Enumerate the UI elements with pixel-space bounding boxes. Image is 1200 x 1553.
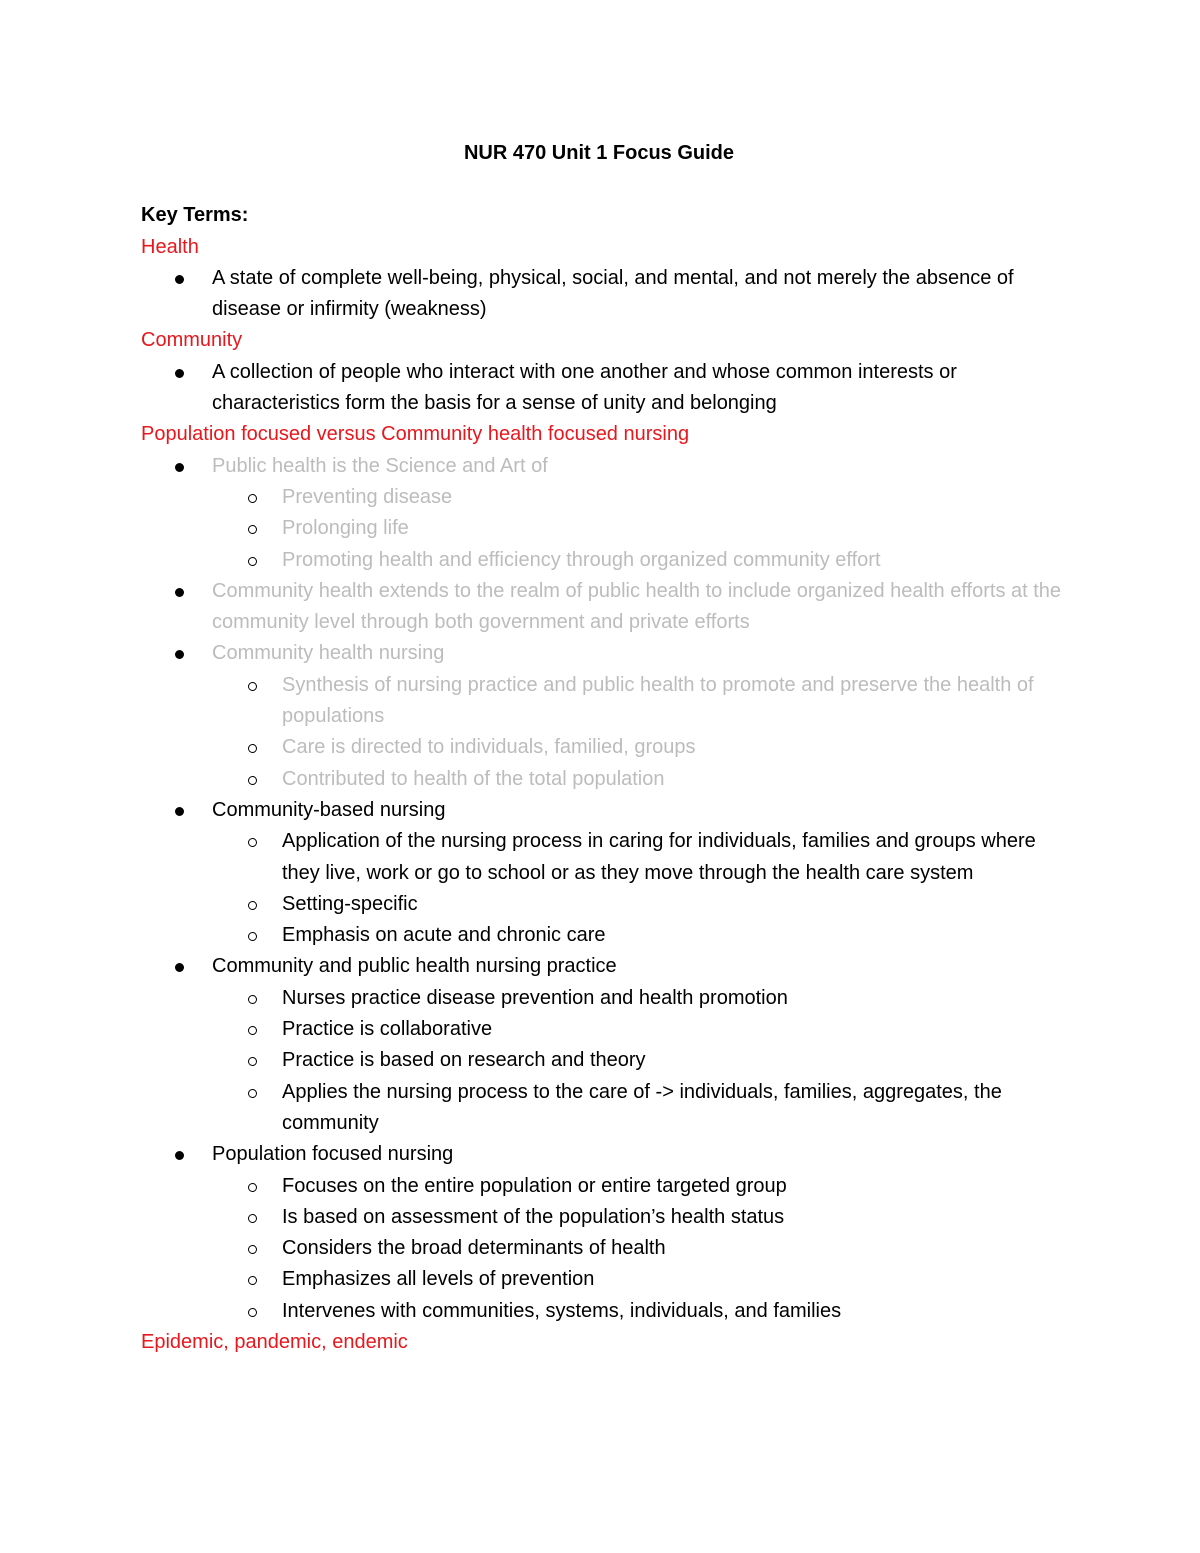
- health-list: [141, 263, 1071, 326]
- sub-list-item: Practice is collaborative: [141, 1014, 1071, 1045]
- list-item-community-health: Community health extends to the realm of public health to include organized health efforts at the community level through both government and private efforts: [141, 576, 1071, 639]
- circle-bullet-icon: [248, 1057, 257, 1066]
- circle-bullet-icon: [248, 682, 257, 691]
- list-item: A collection of people who interact with one another and whose common interests or characteristics form the basis for a sense of unity and belonging: [141, 357, 1071, 420]
- document-page: [141, 138, 1071, 1358]
- list-item-community-based-nursing: Community-based nursing: [141, 795, 1071, 826]
- heading-population-vs-community: Population focused versus Community health focused nursing: [141, 423, 690, 446]
- bullet-icon: [175, 588, 184, 597]
- circle-bullet-icon: [248, 1245, 257, 1254]
- bullet-icon: [175, 369, 184, 378]
- bullet-icon: [175, 650, 184, 659]
- sub-list-item: Intervenes with communities, systems, individuals, and families: [141, 1296, 1071, 1327]
- sub-list-item: Emphasis on acute and chronic care: [141, 920, 1071, 951]
- population-section-list: [141, 451, 1071, 1327]
- key-terms-label: Key Terms:: [141, 204, 249, 227]
- heading-health: Health: [141, 235, 199, 258]
- sub-list-item: Contributed to health of the total population: [141, 764, 1071, 795]
- circle-bullet-icon: [248, 901, 257, 910]
- community-list: [141, 357, 1071, 420]
- bullet-icon: [175, 463, 184, 472]
- circle-bullet-icon: [248, 1214, 257, 1223]
- sub-list-item: Considers the broad determinants of health: [141, 1233, 1071, 1264]
- circle-bullet-icon: [248, 494, 257, 503]
- sub-list-item: Is based on assessment of the population’s health status: [141, 1202, 1071, 1233]
- list-item-public-health: Public health is the Science and Art of: [141, 451, 1071, 482]
- circle-bullet-icon: [248, 744, 257, 753]
- list-item-community-public-health-practice: Community and public health nursing practice: [141, 951, 1071, 982]
- circle-bullet-icon: [248, 1308, 257, 1317]
- circle-bullet-icon: [248, 995, 257, 1004]
- circle-bullet-icon: [248, 1089, 257, 1098]
- list-item: A state of complete well-being, physical, social, and mental, and not merely the absence of disease or infirmity (weakness): [141, 263, 1071, 326]
- sub-list-item: Nurses practice disease prevention and health promotion: [141, 983, 1071, 1014]
- circle-bullet-icon: [248, 1276, 257, 1285]
- sub-list-item: Care is directed to individuals, familied, groups: [141, 732, 1071, 763]
- circle-bullet-icon: [248, 557, 257, 566]
- sub-list-item: Practice is based on research and theory: [141, 1045, 1071, 1076]
- sub-list-item: Prolonging life: [141, 513, 1071, 544]
- circle-bullet-icon: [248, 1026, 257, 1035]
- sub-list-item: Application of the nursing process in caring for individuals, families and groups where they live, work or go to school or as they move through the health care system: [141, 826, 1071, 889]
- sub-list-item: Applies the nursing process to the care of -> individuals, families, aggregates, the community: [141, 1077, 1071, 1140]
- circle-bullet-icon: [248, 838, 257, 847]
- document-title: NUR 470 Unit 1 Focus Guide: [463, 142, 735, 164]
- bullet-icon: [175, 1151, 184, 1160]
- sub-list-item: Preventing disease: [141, 482, 1071, 513]
- sub-list-item: Synthesis of nursing practice and public health to promote and preserve the health of populations: [141, 670, 1071, 733]
- bullet-icon: [175, 963, 184, 972]
- circle-bullet-icon: [248, 1183, 257, 1192]
- sub-list-item: Promoting health and efficiency through organized community effort: [141, 545, 1071, 576]
- list-item-community-health-nursing: Community health nursing: [141, 638, 1071, 669]
- circle-bullet-icon: [248, 932, 257, 941]
- list-item-population-focused-nursing: Population focused nursing: [141, 1139, 1071, 1170]
- sub-list-item: Setting-specific: [141, 889, 1071, 920]
- circle-bullet-icon: [248, 776, 257, 785]
- sub-list-item: Emphasizes all levels of prevention: [141, 1264, 1071, 1295]
- circle-bullet-icon: [248, 525, 257, 534]
- heading-community: Community: [141, 329, 243, 352]
- bullet-icon: [175, 275, 184, 284]
- bullet-icon: [175, 807, 184, 816]
- sub-list-item: Focuses on the entire population or entire targeted group: [141, 1171, 1071, 1202]
- heading-epidemic: Epidemic, pandemic, endemic: [141, 1330, 408, 1353]
